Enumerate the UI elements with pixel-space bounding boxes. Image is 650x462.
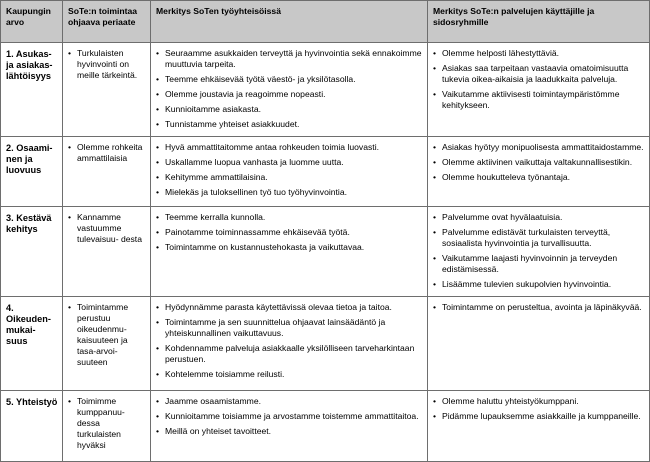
list-item: • Vaikutamme aktiivisesti toimintaympäristömme kehitykseen. xyxy=(433,89,645,111)
list-item: • Asiakas saa tarpeitaan vastaavia omatoimisuutta tukevia oikea-aikaisia ja laadukkaita palveluja. xyxy=(433,63,645,85)
list-item: • Teemme kerralla kunnolla. xyxy=(156,212,423,223)
principle-cell xyxy=(63,43,151,137)
list-item: • Hyvä ammattitaitomme antaa rohkeuden toimia luovasti. xyxy=(156,142,423,153)
list-item: • Olemme aktiivinen vaikuttaja valtakunnallisestikin. xyxy=(433,157,645,168)
workplace-cell xyxy=(151,43,428,137)
value-cell: 1. Asukas- ja asiakas- lähtöisyys xyxy=(1,43,63,137)
header-workplace: Merkitys SoTen työyhteisöissä xyxy=(151,1,428,43)
list-item: • Olemme rohkeita ammattilaisia xyxy=(68,142,146,164)
list-item: • Asiakas hyötyy monipuolisesta ammattitaidostamme. xyxy=(433,142,645,153)
list-item: • Kannamme vastuumme tulevaisuu- desta xyxy=(68,212,146,245)
header-value: Kaupungin arvo xyxy=(1,1,63,43)
value-cell: 5. Yhteistyö xyxy=(1,391,63,462)
list-item: • Mielekäs ja tuloksellinen työ tuo työhyvinvointia. xyxy=(156,187,423,198)
workplace-cell xyxy=(151,207,428,297)
header-users: Merkitys SoTe:n palvelujen käyttäjille ja sidosryhmille xyxy=(428,1,650,43)
list-item: • Olemme joustavia ja reagoimme nopeasti. xyxy=(156,89,423,100)
users-cell xyxy=(428,207,650,297)
principle-cell xyxy=(63,297,151,391)
value-cell: 2. Osaami- nen ja luovuus xyxy=(1,137,63,207)
list-item: • Palvelumme ovat hyvälaatuisia. xyxy=(433,212,645,223)
list-item: • Palvelumme edistävät turkulaisten terveyttä, sosiaalista hyvinvointia ja turvallisuutta. xyxy=(433,227,645,249)
users-cell xyxy=(428,391,650,462)
list-item: • Kohtelemme toisiamme reilusti. xyxy=(156,369,423,380)
value-cell: 4. Oikeuden- mukai- suus xyxy=(1,297,63,391)
list-item: • Vaikutamme laajasti hyvinvoinnin ja terveyden edistämisessä. xyxy=(433,253,645,275)
list-item: • Meillä on yhteiset tavoitteet. xyxy=(156,426,423,437)
list-item: • Painotamme toiminnassamme ehkäisevää työtä. xyxy=(156,227,423,238)
list-item: • Pidämme lupauksemme asiakkaille ja kumppaneille. xyxy=(433,411,645,422)
principle-cell xyxy=(63,207,151,297)
list-item: • Kehitymme ammattilaisina. xyxy=(156,172,423,183)
users-cell xyxy=(428,43,650,137)
list-item: • Lisäämme tulevien sukupolvien hyvinvointia. xyxy=(433,279,645,290)
list-item: • Teemme ehkäisevää työtä väestö- ja yksilötasolla. xyxy=(156,74,423,85)
workplace-cell xyxy=(151,391,428,462)
list-item: • Kunnioitamme toisiamme ja arvostamme toistemme ammattitaitoa. xyxy=(156,411,423,422)
table-row xyxy=(1,137,650,207)
table-row xyxy=(1,43,650,137)
list-item: • Tunnistamme yhteiset asiakkuudet. xyxy=(156,119,423,130)
list-item: • Kohdennamme palveluja asiakkaalle yksilölliseen tarveharkintaan perustuen. xyxy=(156,343,423,365)
users-cell xyxy=(428,297,650,391)
list-item: • Seuraamme asukkaiden terveyttä ja hyvinvointia sekä ennakoimme muuttuvia tarpeita. xyxy=(156,48,423,70)
list-item: • Hyödynnämme parasta käytettävissä olevaa tietoa ja taitoa. xyxy=(156,302,423,313)
workplace-cell xyxy=(151,137,428,207)
header-row xyxy=(1,1,650,43)
table-row xyxy=(1,207,650,297)
list-item: • Toimintamme perustuu oikeudenmu- kaisuuteen ja tasa-arvoi- suuteen xyxy=(68,302,146,368)
list-item: • Toimintamme ja sen suunnittelua ohjaavat lainsäädäntö ja yhteiskunnallinen vaikuttavuus. xyxy=(156,317,423,339)
list-item: • Toimintamme on kustannustehokasta ja vaikuttavaa. xyxy=(156,242,423,253)
list-item: • Toimimme kumppanuu- dessa turkulaisten hyväksi xyxy=(68,396,146,451)
principle-cell xyxy=(63,391,151,462)
list-item: • Turkulaisten hyvinvointi on meille tärkeintä. xyxy=(68,48,146,81)
users-cell xyxy=(428,137,650,207)
list-item: • Olemme helposti lähestyttäviä. xyxy=(433,48,645,59)
list-item: • Olemme houkutteleva työnantaja. xyxy=(433,172,645,183)
workplace-cell xyxy=(151,297,428,391)
value-cell: 3. Kestävä kehitys xyxy=(1,207,63,297)
list-item: • Kunnioitamme asiakasta. xyxy=(156,104,423,115)
list-item: • Toimintamme on perusteltua, avointa ja läpinäkyvää. xyxy=(433,302,645,313)
list-item: • Olemme haluttu yhteistyökumppani. xyxy=(433,396,645,407)
list-item: • Jaamme osaamistamme. xyxy=(156,396,423,407)
list-item: • Uskallamme luopua vanhasta ja luomme uutta. xyxy=(156,157,423,168)
header-principle: SoTe:n toimintaa ohjaava periaate xyxy=(63,1,151,43)
principle-cell xyxy=(63,137,151,207)
table-row xyxy=(1,297,650,391)
table-row xyxy=(1,391,650,462)
